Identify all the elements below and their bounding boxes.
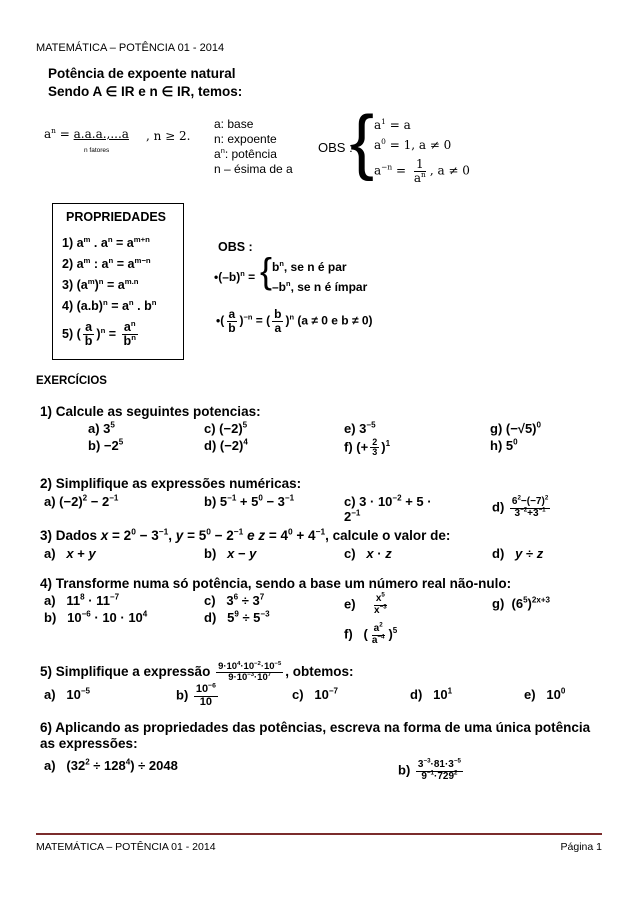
power-definition — [44, 127, 129, 141]
ex4-item-e: e) $\frac{x^5}{x^{-3}}$ — [344, 591, 387, 616]
ex6-item-b: b) $\frac{3^{-3}\cdot 81\cdot 3^{-5}}{9^{-1}\cdot 729^2}$ — [398, 757, 461, 782]
page-header: MATEMÁTICA – POTÊNCIA 01 - 2014 — [36, 42, 225, 54]
ex3-item-a: a) x + y — [44, 546, 96, 561]
ex3-item-c: c) x · z — [344, 546, 392, 561]
legend-potencia: $a^n$: potência — [214, 146, 277, 161]
obs-line-1: $a^1 = a$ — [374, 117, 411, 132]
ex1-item-b: $b) -2^5$ — [88, 437, 124, 453]
footer-rule — [36, 833, 602, 835]
ex1-item-a: a) $3^5$ — [88, 420, 115, 436]
ex4-item-f: f) ( $\frac{a^2}{a^{-4}}$ )$^5$ — [344, 621, 398, 646]
ex4-item-a: a) $11^8 \cdot 11^{-7}$ — [44, 592, 120, 608]
ex1-item-d: d) $(-2)^4$ — [204, 437, 248, 453]
definition-legend — [214, 117, 293, 177]
properties-list — [62, 233, 156, 348]
obs-line-3: $a^{-n}$ = $\frac{1}{a^n}$ , a ≠ 0 — [374, 157, 470, 185]
property-1: 1) $a^m$ . $a^n = a^{m+n}$ — [62, 234, 150, 250]
ex5-prompt-end: , obtemos: — [285, 664, 354, 680]
footer-title: MATEMÁTICA – POTÊNCIA 01 - 2014 — [36, 841, 216, 853]
ex4-item-c: c) $3^6 \div 3^7$ — [204, 592, 265, 608]
obs2-brace: { — [260, 250, 273, 291]
ex1-item-e: e) $3^{-5}$ — [344, 420, 376, 436]
ex5-option-e: e) $10^0$ — [524, 686, 566, 702]
ex4-item-d: d) $5^9 \div 5^{-3}$ — [204, 609, 270, 625]
ex2-item-b: b) $5^{-1} + 5^0 - 3^{-1}$ — [204, 493, 295, 509]
ex2-prompt: 2) Simplifique as expressões numéricas: — [40, 476, 302, 491]
legend-expoente: n: expoente — [214, 132, 277, 146]
ex5-prompt: 5) Simplifique a expressão $\frac{9\cdot 10^4\cdot 10^{-2}\cdot 10^{-5}}{9\cdot 10^{-3}\cdot 10^7}$ , obtemos: — [40, 660, 354, 683]
footer-page-number: Página 1 — [560, 841, 602, 853]
ex2-item-d: d) $\frac{6^2-(-7)^2}{3^{-2}+3^{-1}}$ — [492, 494, 549, 519]
ex5-prompt-text: 5) Simplifique a expressão — [40, 664, 211, 680]
ex4-item-g: g) $(6^5)^{2x+3}$ — [492, 595, 551, 611]
ex1-item-g: g) $(-√5)^0$ — [490, 420, 541, 436]
obs2-case2: $-b^n$, se n é ímpar — [272, 279, 368, 294]
obs2-line1-lhs: $•(-b)^n$ = — [214, 269, 256, 284]
legend-base: a: base — [214, 117, 254, 131]
ex1-prompt: 1) Calcule as seguintes potencias: — [40, 404, 261, 419]
ex4-prompt: 4) Transforme numa só potência, sendo a base um número real não-nulo: — [40, 576, 512, 591]
ex3-item-d: d) y ÷ z — [492, 546, 544, 561]
legend-enesima: n – ésima de a — [214, 162, 293, 176]
ex2-item-c: c) $3 \cdot 10^{-2} + 5$ · $2^{-1}$ — [344, 493, 432, 524]
intro-subtitle: Sendo A ∈ IR e n ∈ IR, temos: — [48, 84, 243, 99]
obs-label: OBS : — [318, 140, 353, 155]
definition-factors-note: n fatores — [84, 147, 110, 154]
property-5: 5) ( $\frac{a}{b}$ )$^n$ = $\frac{a^n}{b^n}$ — [62, 318, 136, 349]
obs2-label: OBS : — [218, 240, 253, 254]
properties-title: PROPRIEDADES — [66, 210, 167, 224]
ex5-option-d: d) $10^1$ — [410, 686, 453, 702]
ex1-item-h: h) $5^0$ — [490, 437, 518, 453]
obs-brace: { — [350, 102, 375, 182]
ex3-item-b: b) x − y — [204, 546, 257, 561]
ex2-item-a: a) $(-2)^2 - 2^{-1}$ — [44, 493, 119, 509]
ex5-option-b: b) $\frac{10^{-6}}{10}$ — [176, 682, 216, 708]
obs-line-2: $a^0 = 1$, a ≠ 0 — [374, 137, 452, 152]
intro-title: Potência de expoente natural — [48, 66, 236, 81]
ex1-item-f: f) (+ $\frac{2}{3}$ )$^1$ — [344, 437, 391, 458]
property-3: 3) $(a^m)^n = a^{m.n}$ — [62, 276, 139, 292]
ex6-prompt: 6) Aplicando as propriedades das potências, escreva na forma de uma única potência as expressões: — [40, 720, 591, 751]
ex1-item-c: c) $(-2)^5$ — [204, 420, 248, 436]
ex5-option-a: a) $10^{-5}$ — [44, 686, 91, 702]
exercises-heading: EXERCÍCIOS — [36, 375, 107, 387]
obs2-line2: •( $\frac{a}{b}$ )$^{-n}$ = ( $\frac{b}{a}$ )$^n$ (a ≠ 0 e b ≠ 0) — [216, 307, 373, 335]
ex3-prompt: 3) Dados $x = 2^0 - 3^{-1}$, $y = 5^0 - 2^{-1}$ e $z = 4^0 + 4^{-1}$, calcule o valor de: — [40, 526, 451, 543]
ex6-item-a: a) $(32^2 \div 128^4) \div 2048$ — [44, 757, 178, 773]
definition-lhs: $a^n = a.a.a.,...a$ — [44, 126, 129, 141]
property-4: 4) $(a.b)^n = a^n$ . $b^n$ — [62, 297, 157, 313]
property-2: 2) $a^m$ : $a^n = a^{m-n}$ — [62, 255, 151, 271]
ex4-item-b: b) $10^{-6} \cdot 10 \cdot 10^4$ — [44, 609, 148, 625]
ex5-option-c: c) $10^{-7}$ — [292, 686, 339, 702]
obs2-case1: $b^n$, se n é par — [272, 259, 347, 274]
definition-condition: , n ≥ 2. — [146, 129, 191, 143]
